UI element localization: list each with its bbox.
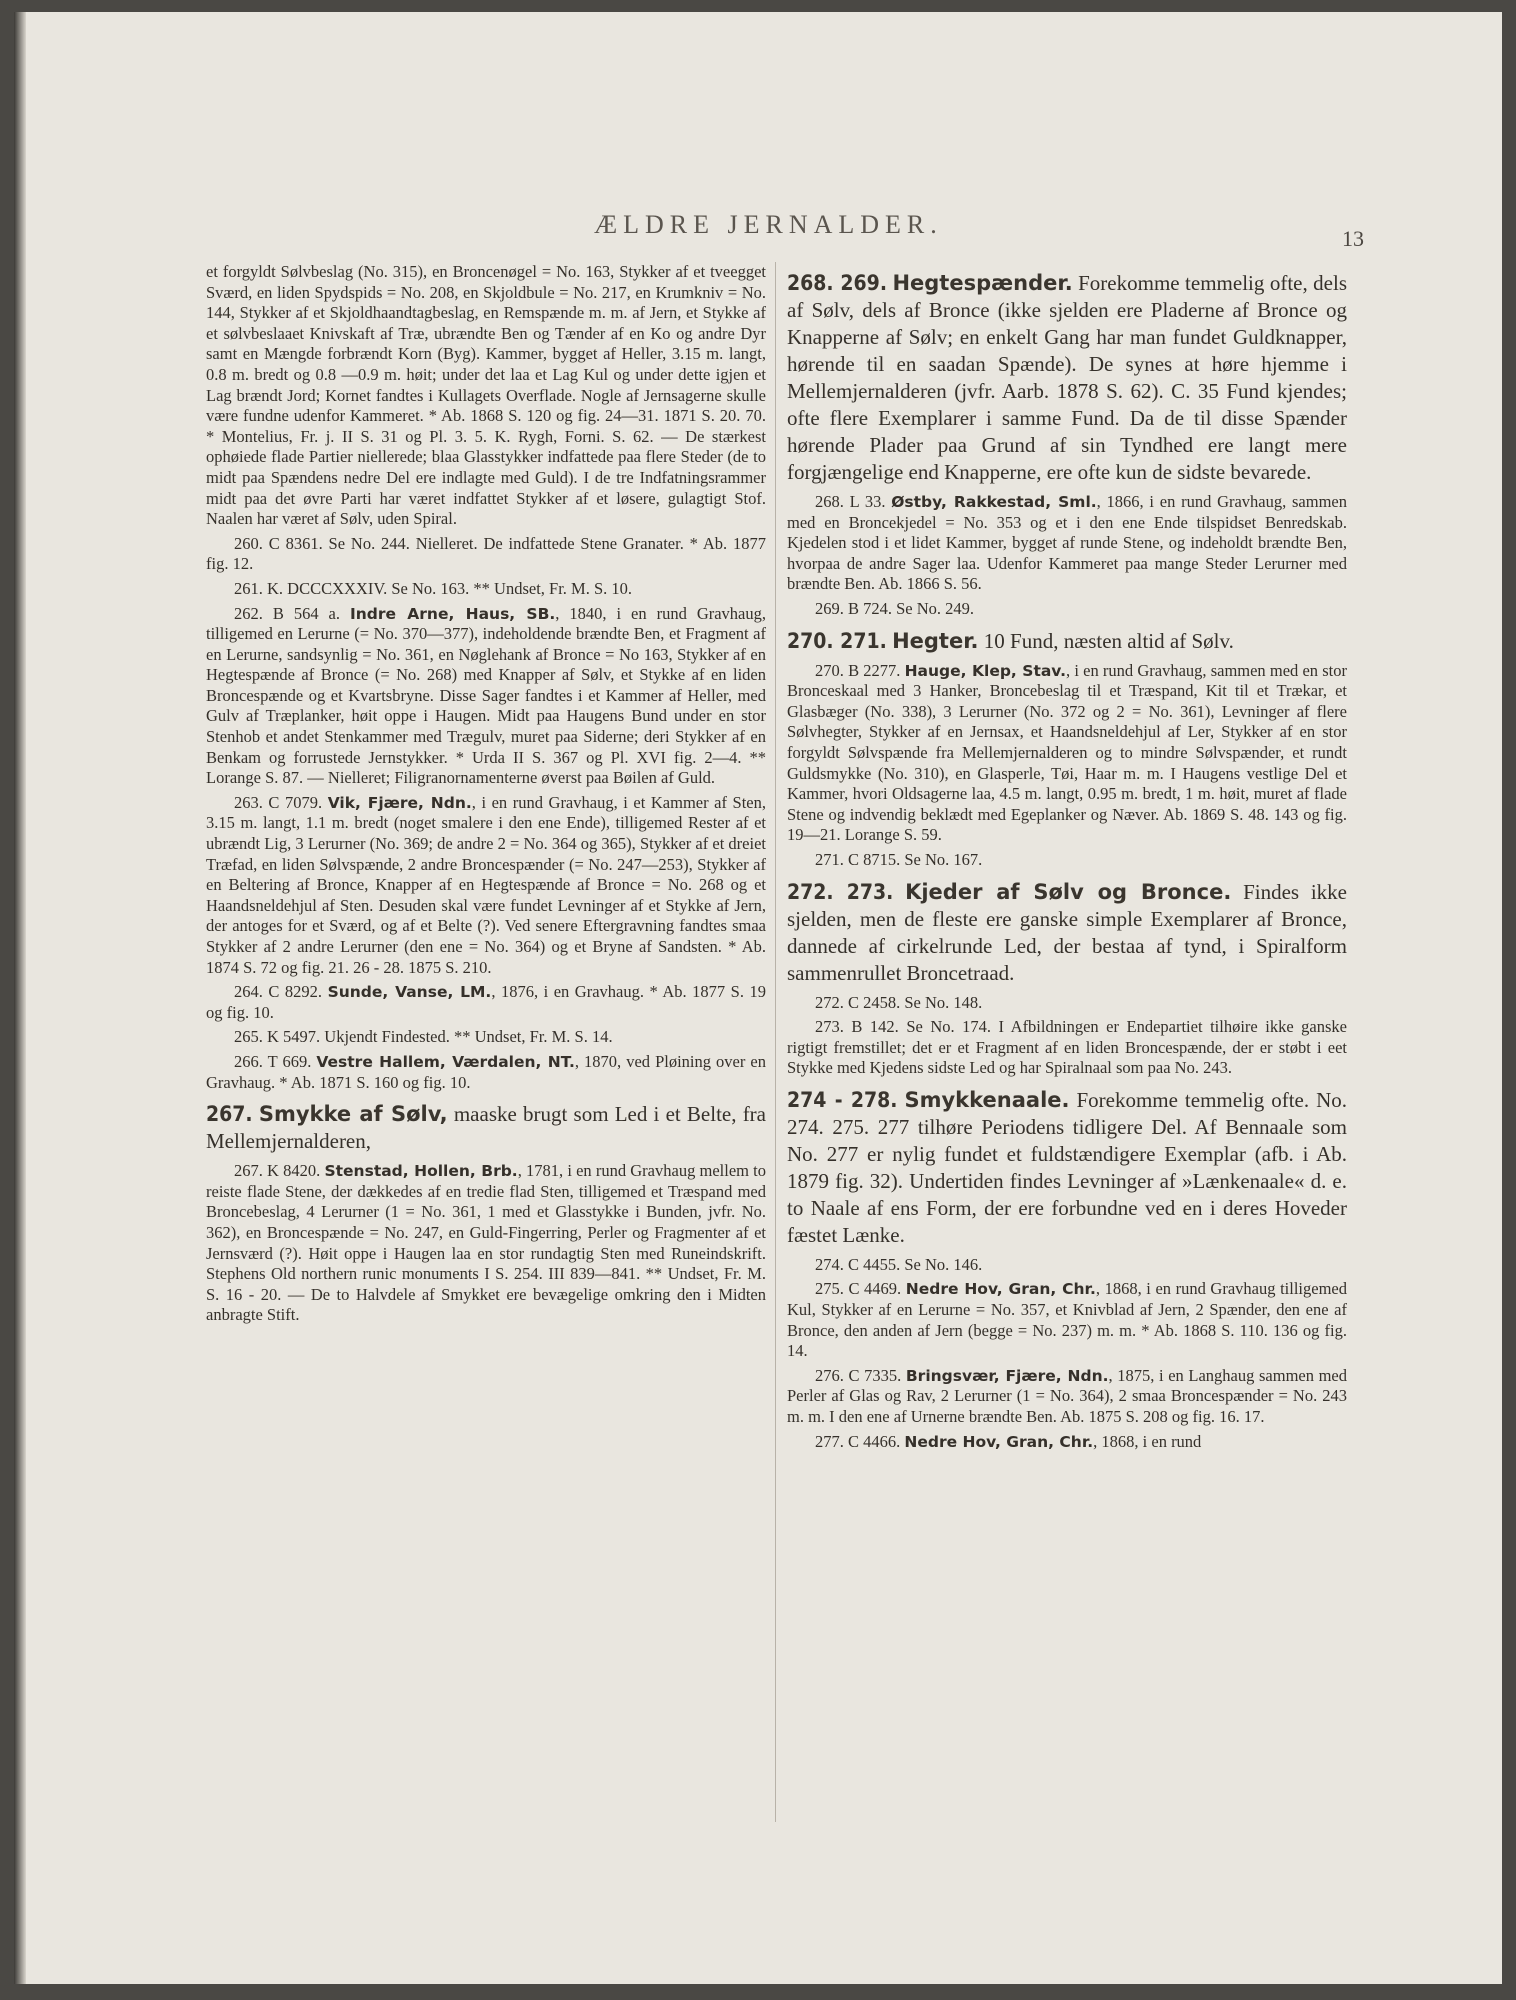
entry-text: , i en rund Gravhaug, sammen med en stor Bronceskaal med 3 Hanker, Broncebeslag til et Træspand, Kit til et Trækar, et Glasbæger (No. 338), 3 Lerurner (No. 372 og 2 = No. 361), Levninger af flere Sølvhegter, Stykker af en Jernsax, et Haandsneldehjul af Ler, Stykker af en stor forgyldt Sølvspænde fra Mellemjernalderen og to mindre Sølvspænder, et rundt Guldsmykke (No. 310), en Glasperle, Tøi, Haar m. m. I Haugens vestlige Del et Kammer, hvori Oldsagerne laa, 4.5 m. langt, 0.95 m. bredt, 1 m. høit, muret af flade Stene og indvendig beklædt med Egeplanker og Næver. Ab. 1869 S. 48. 143 og fig. 19—21. Lorange S. 59. [787,660,1347,845]
entry-261: 261. K. DCCCXXXIV. Se No. 163. ** Undset, Fr. M. S. 10. [234,578,633,598]
section-title: Hegtespænder. [892,271,1073,295]
find-place: Østby, Rakkestad, Sml. [891,493,1097,511]
entry-265: 265. K 5497. Ukjendt Findested. ** Undset, Fr. M. S. 14. [234,1027,613,1047]
section-text: maaske brugt som Led i et Belte, fra Mellemjernalderen, [206,1102,766,1154]
entry-262 [206,604,766,789]
entry-263 [206,793,766,978]
entry-number: 270. B 2277. [815,660,905,680]
book-page [14,12,1502,1984]
entry-275 [787,1279,1347,1361]
entry-272: 272. C 2458. Se No. 148. [815,992,983,1012]
entry-number: 277. C 4466. [815,1431,905,1451]
entry-number: 262. B 564 a. [234,603,350,623]
find-place: Indre Arne, Haus, SB. [349,604,556,623]
section-heading-267 [206,1101,766,1155]
entry-number: 264. C 8292. [234,982,328,1002]
section-number: 272. 273. [787,879,894,904]
section-heading-272 [787,879,1347,987]
entry-266 [206,1052,766,1093]
entry-273: 273. B 142. Se No. 174. I Afbildningen er Endepartiet tilhøire ikke ganske rigtigt fremstillet; det er et Fragment af en liden Broncespænde, der er støbt i eet Stykke med Kjedens sidste Led og har Spiralnaal som paa No. 243. [787,1017,1347,1078]
section-heading-268 [787,270,1347,486]
find-place: Bringsvær, Fjære, Ndn. [905,1366,1109,1385]
entry-271: 271. C 8715. Se No. 167. [815,849,983,869]
running-title: ÆLDRE JERNALDER. [594,210,943,239]
entry-text: , 1840, i en rund Gravhaug, tilligemed en Lerurne (= No. 370—377), indeholdende brændte Ben, et Fragment af en Lerurne, sandsynlig = No. 361, en Nøglehank af Bronce = No 163, Stykker af en Hegtespænde af Bronce (= No. 268) med Knapper af Sølv, et Stykke af en liden Broncespænde og et Kvartsbryne. Disse Sager fandtes i et Kammer af Heller, med Gulv af Træplanker, høit oppe i Haugen. Midt paa Haugens Bund under en stor Stenhob et andet Stenkammer med Trægulv, muret paa Siderne; deri Stykker af en Benkam og forrustede Jernstykker. * Urda II S. 367 og Pl. XVI fig. 2—4. ** Lorange S. 87. — Nielleret; Filigranornamenterne øverst paa Bøilen af Guld. [206,603,766,788]
left-column [206,262,766,1330]
section-number: 270. 271. [787,628,887,653]
find-place: Vestre Hallem, Værdalen, NT. [316,1052,575,1071]
entry-number: 267. K 8420. [234,1161,325,1181]
section-title: Hegter. [892,628,979,653]
entry-text: , 1868, i en rund [1093,1431,1202,1451]
find-place: Nedre Hov, Gran, Chr. [905,1280,1096,1299]
entry-text: , i en rund Gravhaug, i et Kammer af Sten, 3.15 m. langt, 1.1 m. bredt (noget smalere i den ene Ende), tilligemed Rester af et ubrændt Lig, 3 Lerurner (No. 369; de andre 2 = No. 364 og 365), Stykker af et dreiet Træfad, en liden Sølvspænde, 2 andre Broncespænder (= No. 247—253), Stykker af en Beltering af Bronce, Knapper af en Hegtespænde af Bronce = No. 268 og et Haandsneldehjul af Sten. Desuden skal være fundet Levninger af et Stykke af Jern, der antoges for et Sværd, og af et Belte (?). Ved senere Eftergravning fandtes smaa Stykker af 2 andre Lerurner (den ene = No. 364) og et Bryne af Sandsten. * Ab. 1874 S. 72 og fig. 21. 26 - 28. 1875 S. 210. [206,792,766,977]
entry-text: , 1781, i en rund Gravhaug mellem to reiste flade Stene, der dækkedes af en tredie flad Sten, tilligemed et Træspand med Broncebeslag, 4 Lerurner (1 = No. 361, 1 med et Glasstykke i Bunden, jvfr. No. 362), en Broncespænde = No. 247, en Guld-Fingerring, Perler og Fragmenter af et Jernsværd (?). Høit oppe i Haugen laa en stor rundagtig Sten med Runeindskrift. Stephens Old northern runic monuments I S. 254. III 839—841. ** Undset, Fr. M. S. 16 - 20. — De to Halvdele af Smykket ere bevægelige omkring den i Midten anbragte Stift. [206,1161,766,1325]
paragraph-intro: et forgyldt Sølvbeslag (No. 315), en Broncenøgel = No. 163, Stykker af et tveegget Sværd, en liden Spydspids = No. 208, en Skjoldbule = No. 217, en Krumkniv = No. 144, Stykker af et Skjoldhaandtagbeslag, en Remspænde m. m. af Jern, et Stykke af et sølvbeslaaet Knivskaft af Træ, ubrændte Ben og Tænder af en Ko og andre Dyr samt en Mængde forbrændt Korn (Byg). Kammer, bygget af Heller, 3.15 m. langt, 0.8 m. bredt og 0.8 —0.9 m. høit; under det laa et Lag Kul og under dette igjen et Lag brændt Jord; Kornet fandtes i Kullagets Overflade. Nogle af Jernsagerne skulle være fundne udenfor Kammeret. * Ab. 1868 S. 120 og fig. 24—31. 1871 S. 20. 70. * Montelius, Fr. j. II S. 31 og Pl. 3. 5. K. Rygh, Forni. S. 62. — De stærkest ophøiede flade Partier niellerede; blaa Glasstykker indfattede paa flere Steder (de to midt paa Spændens nedre Del ere indlagte med Guld). I de tre Indfatningsrammer midt paa det øvre Parti har været indfattet Stykker af et løsere, gulagtigt Stof. Naalen har været af Sølv, uden Spiral. [206,262,766,529]
section-title: Smykkenaale. [904,1087,1070,1112]
entry-number: 276. C 7335. [815,1365,906,1385]
right-column [787,262,1347,1456]
find-place: Vik, Fjære, Ndn. [327,793,472,812]
entry-text: , 1876, i en Gravhaug. * Ab. 1877 S. 19 og fig. 10. [206,982,766,1022]
entry-268 [787,492,1347,595]
entry-number: 263. C 7079. [234,792,328,812]
entry-277 [787,1432,1347,1453]
find-place: Nedre Hov, Gran, Chr. [904,1432,1094,1451]
entry-text: , 1868, i en rund Gravhaug tilligemed Kul, Stykker af en Lerurne = No. 357, et Knivblad af Jern, 2 Spænder, den ene af Bronce, den anden af Jern (begge = No. 237) m. m. * Ab. 1868 S. 110. 136 og fig. 14. [787,1279,1347,1361]
section-text: Forekomme temmelig ofte. No. 274. 275. 277 tilhøre Periodens tidligere Del. Af Bennaale som No. 277 er nylig fundet et fuldstændigere Exemplar (afb. i Ab. 1879 fig. 32). Undertiden findes Levninger af »Lænkenaale« d. e. to Naale af ens Form, der ere forbundne ved en i deres Hoveder fæstet Lænke. [787,1087,1347,1247]
section-text: 10 Fund, næsten altid af Sølv. [978,628,1234,653]
page-number: 13 [1342,226,1364,251]
entry-text: , 1866, i en rund Gravhaug, sammen med en Broncekjedel = No. 353 og et i den ene Ende tilspidset Benredskab. Kjedelen stod i et lidet Kammer, bygget af runde Stene, og indeholdt brændte Ben, hvorpaa de andre Sager laa. Udenfor Kammeret paa mange Steder Lerurner med brændte Ben. Ab. 1866 S. 56. [787,492,1347,594]
entry-270 [787,661,1347,846]
section-heading-274 [787,1087,1347,1249]
entry-number: 268. L 33. [815,492,892,511]
section-title: Kjeder af Sølv og Bronce. [905,879,1232,904]
find-place: Sunde, Vanse, LM. [327,983,492,1002]
entry-number: 275. C 4469. [815,1279,906,1299]
entry-274: 274. C 4455. Se No. 146. [815,1254,983,1274]
find-place: Hauge, Klep, Stav. [904,661,1067,680]
section-number: 267. [206,1102,253,1127]
entry-267 [206,1161,766,1326]
find-place: Stenstad, Hollen, Brb. [324,1162,518,1181]
entry-text: , 1875, i en Langhaug sammen med Perler af Glas og Rav, 2 Lerurner (1 = No. 364), 2 smaa Broncespænder = No. 243 m. m. I den ene af Urnerne brændte Ben. Ab. 1875 S. 208 og fig. 16. 17. [787,1365,1348,1427]
section-number: 268. 269. [787,271,887,295]
column-divider [775,262,776,1822]
entry-260: 260. C 8361. Se No. 244. Nielleret. De indfattede Stene Granater. * Ab. 1877 fig. 12. [206,533,766,574]
section-text: Findes ikke sjelden, men de fleste ere ganske simple Exemplarer af Bronce, dannede af cirkelrunde Led, der bestaa af tynd, i Spiralform sammenrullet Broncetraad. [787,879,1347,985]
page-gutter-shadow [14,12,26,1984]
section-number: 274 - 278. [787,1087,898,1112]
entry-276 [787,1366,1347,1428]
entry-text: , 1870, ved Pløining over en Gravhaug. * Ab. 1871 S. 160 og fig. 10. [206,1051,766,1092]
entry-number: 266. T 669. [234,1051,317,1071]
entry-264 [206,982,766,1023]
section-text: Forekomme temmelig ofte, dels af Sølv, dels af Bronce (ikke sjelden ere Pladerne af Bronce og Knapperne af Sølv; en enkelt Gang har man fundet Guldknapper, hørende til en saadan Spænde). De synes at høre hjemme i Mellemjernalderen (jvfr. Aarb. 1878 S. 62). C. 35 Fund kjendes; ofte flere Exemplarer i samme Fund. Da de til disse Spænder hørende Plader paa Grund af sin Tyndhed ere langt mere forgjængelige end Knapperne, ere ofte kun de sidste bevarede. [787,271,1347,484]
section-heading-270 [787,628,1347,655]
entry-269: 269. B 724. Se No. 249. [815,598,975,618]
section-title: Smykke af Sølv, [258,1102,448,1127]
